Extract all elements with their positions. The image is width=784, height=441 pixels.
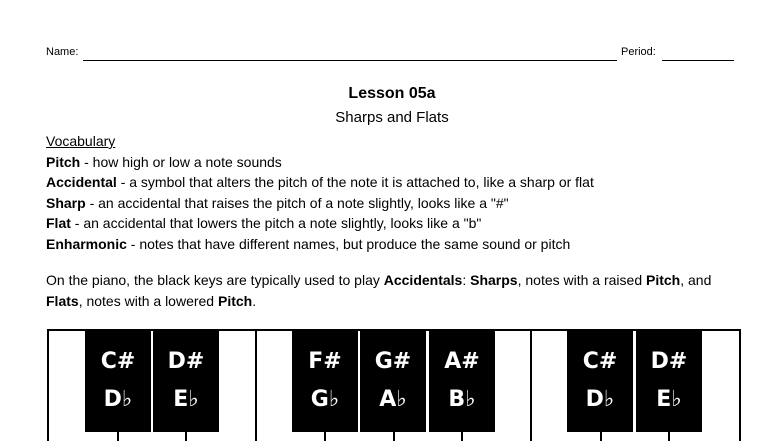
para-bold: Accidentals [383, 272, 463, 288]
vocab-definition: - how high or low a note sounds [80, 153, 282, 170]
black-key [360, 330, 426, 432]
lesson-subtitle: Sharps and Flats [335, 109, 449, 126]
sharp-note-label: D# [650, 349, 688, 374]
para-bold: Pitch [217, 292, 253, 309]
vocab-definition: - an accidental that raises the pitch of a note slightly, looks like a "#" [85, 194, 509, 211]
para-text: , notes with a lowered [78, 292, 218, 309]
vocab-definition: - an accidental that lowers the pitch a note slightly, looks like a "b" [70, 215, 482, 231]
black-key [429, 330, 495, 432]
sharp-note-label: C# [100, 349, 136, 374]
para-bold: Pitch [646, 272, 681, 288]
para-text: On the piano, the black keys are typically used to play [46, 272, 384, 288]
black-key [85, 330, 151, 432]
flat-note-label: G♭ [310, 387, 340, 412]
sharp-note-label: F# [308, 349, 342, 374]
vocab-term: Flat [46, 215, 71, 231]
flat-note-label: D♭ [585, 387, 615, 412]
black-key-body [292, 330, 358, 432]
black-key-body [153, 330, 219, 432]
sharp-note-label: D# [167, 349, 205, 374]
sharp-note-label: A# [444, 349, 480, 374]
vocab-term: Accidental [46, 174, 117, 190]
flat-note-label: B♭ [448, 387, 476, 412]
vocab-definition: - a symbol that alters the pitch of the note it is attached to, like a sharp or flat [116, 174, 594, 190]
vocab-term: Pitch [46, 153, 81, 170]
black-key [567, 330, 633, 432]
para-bold: Flats [46, 292, 79, 309]
black-key-body [85, 330, 151, 432]
flat-note-label: E♭ [173, 387, 199, 412]
black-key-body [429, 330, 495, 432]
period-label: Period: [621, 46, 656, 58]
black-key-body [567, 330, 633, 432]
sharp-note-label: G# [374, 349, 412, 374]
lesson-title: Lesson 05a [348, 85, 436, 102]
black-key [292, 330, 358, 432]
para-text: : [462, 272, 471, 288]
black-keys [85, 330, 702, 432]
name-label: Name: [46, 46, 79, 58]
flat-note-label: A♭ [379, 387, 407, 412]
black-key [636, 330, 702, 432]
para-text: , notes with a raised [517, 272, 646, 288]
vocab-definition: - notes that have different names, but produce the same sound or pitch [126, 235, 571, 252]
flat-note-label: D♭ [103, 387, 133, 412]
flat-note-label: E♭ [656, 387, 682, 412]
sharp-note-label: C# [582, 349, 618, 374]
vocab-term: Sharp [46, 194, 86, 211]
para-text: . [252, 292, 257, 309]
black-key-body [360, 330, 426, 432]
black-key-body [636, 330, 702, 432]
black-key [153, 330, 219, 432]
vocabulary-heading: Vocabulary [46, 133, 116, 149]
para-text: , and [680, 272, 712, 288]
vocab-term: Enharmonic [46, 235, 127, 252]
para-bold: Sharps [470, 272, 518, 288]
